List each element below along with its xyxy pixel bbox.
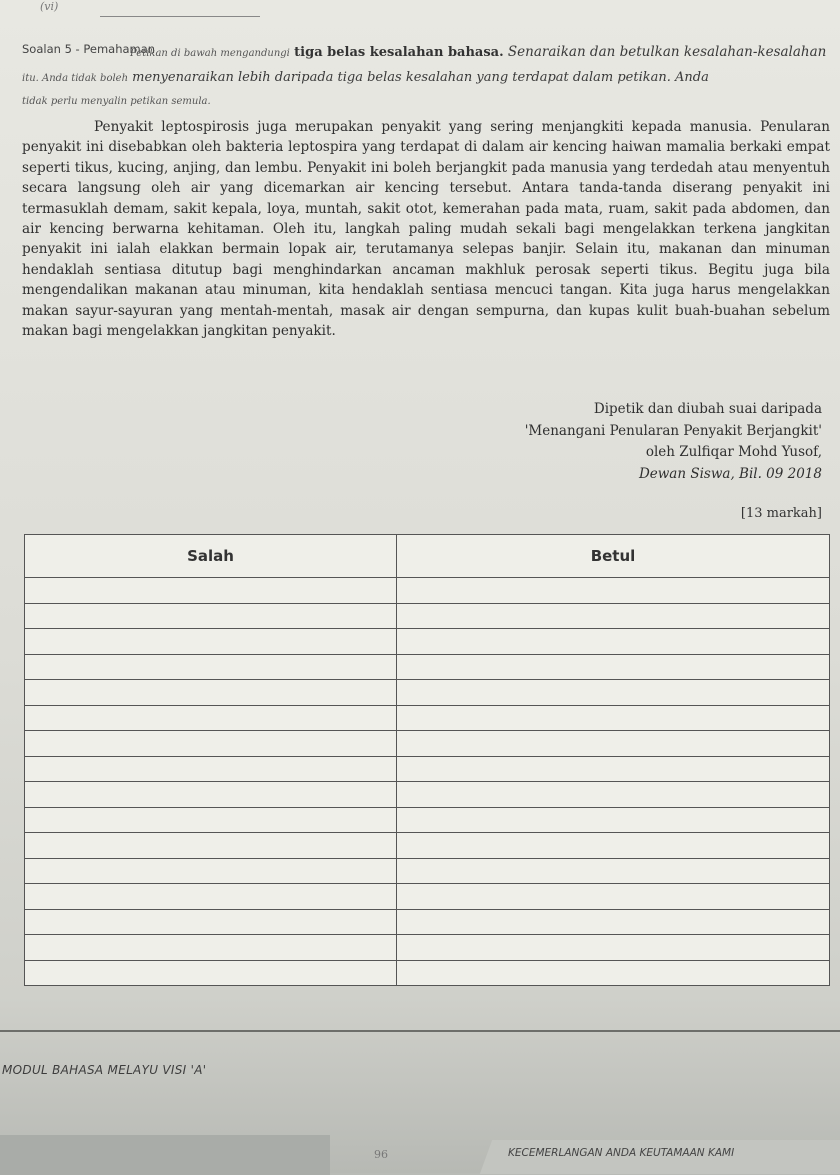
instruction-line-2 — [22, 70, 834, 85]
table-row — [25, 909, 830, 935]
salah-cell[interactable] — [25, 603, 397, 629]
passage-text: Penyakit leptospirosis juga merupakan penyakit yang sering menjangkiti kepada manusia. Penularan penyakit ini disebabkan oleh bakteria leptospira yang terdapat di dalam air kencing haiwan mamalia berkaki empat seperti tikus, kucing, anjing, dan lembu. Penyakit ini boleh berjangkit pada manusia yang terdedah atau menyentuh secara langsung oleh air yang dicemarkan air kencing tersebut. Antara tanda-tanda diserang penyakit ini termasuklah demam, sakit kepala, loya, muntah, sakit otot, kemerahan pada mata, ruam, sakit pada abdomen, dan air kencing berwarna kehitaman. Oleh itu, langkah paling mudah sekali bagi mengelakkan terkena jangkitan penyakit ini ialah elakkan bermain lopak air, terutamanya selepas banjir. Selain itu, makanan dan minuman hendaklah sentiasa ditutup bagi menghindarkan ancaman makhluk perosak seperti tikus. Begitu juga bila mengendalikan makanan atau minuman, kita hendaklah sentiasa mencuci tangan. Kita juga harus mengelakkan makan sayur-sayuran yang mentah-mentah, masak air dengan sempurna, dan kupas kulit buah-buahan sebelum makan bagi mengelakkan jangkitan penyakit. — [22, 119, 830, 340]
answer-table — [24, 534, 830, 986]
page-number: 96 — [374, 1148, 388, 1161]
section-label: Soalan 5 - Pemahaman — [22, 42, 156, 56]
table-row — [25, 603, 830, 629]
marks-label: [13 markah] — [740, 506, 822, 521]
top-rule — [100, 16, 260, 17]
betul-cell[interactable] — [397, 756, 830, 782]
instruction-line2-rest: menyenaraikan lebih daripada tiga belas kesalahan yang terdapat dalam petikan. Anda — [132, 70, 709, 85]
instruction-line2-lead: itu. Anda tidak boleh — [22, 73, 129, 84]
answer-table-header-row — [25, 535, 830, 578]
betul-cell[interactable] — [397, 654, 830, 680]
betul-cell[interactable] — [397, 680, 830, 706]
betul-cell[interactable] — [397, 782, 830, 808]
salah-cell[interactable] — [25, 782, 397, 808]
salah-cell[interactable] — [25, 833, 397, 859]
betul-cell[interactable] — [397, 884, 830, 910]
betul-cell[interactable] — [397, 909, 830, 935]
salah-cell[interactable] — [25, 935, 397, 961]
instruction-line-1 — [22, 44, 834, 60]
salah-cell[interactable] — [25, 756, 397, 782]
salah-cell[interactable] — [25, 884, 397, 910]
header-salah: Salah — [25, 535, 397, 578]
salah-cell[interactable] — [25, 807, 397, 833]
salah-cell[interactable] — [25, 629, 397, 655]
betul-cell[interactable] — [397, 578, 830, 604]
instruction-bold: tiga belas kesalahan bahasa. — [294, 45, 504, 60]
source-citation — [422, 399, 822, 485]
footer-tag-text: KECEMERLANGAN ANDA KEUTAMAAN KAMI — [508, 1147, 735, 1159]
salah-cell[interactable] — [25, 654, 397, 680]
source-line-3: oleh Zulfiqar Mohd Yusof, — [645, 444, 822, 460]
table-row — [25, 629, 830, 655]
instruction-line-3: tidak perlu menyalin petikan semula. — [22, 96, 211, 107]
table-row — [25, 578, 830, 604]
instruction-rest: Senaraikan dan betulkan kesalahan-kesalahan — [507, 44, 827, 60]
footer-band — [0, 1135, 330, 1175]
betul-cell[interactable] — [397, 960, 830, 986]
salah-cell[interactable] — [25, 909, 397, 935]
table-row — [25, 858, 830, 884]
table-row — [25, 884, 830, 910]
header-betul: Betul — [397, 535, 830, 578]
betul-cell[interactable] — [397, 858, 830, 884]
table-row — [25, 833, 830, 859]
answer-table-body — [25, 578, 830, 986]
source-line-2: 'Menangani Penularan Penyakit Berjangkit' — [524, 422, 822, 439]
salah-cell[interactable] — [25, 705, 397, 731]
betul-cell[interactable] — [397, 705, 830, 731]
footer-module-title: MODUL BAHASA MELAYU VISI 'A' — [2, 1063, 207, 1077]
betul-cell[interactable] — [397, 833, 830, 859]
table-row — [25, 756, 830, 782]
salah-cell[interactable] — [25, 680, 397, 706]
salah-cell[interactable] — [25, 578, 397, 604]
salah-cell[interactable] — [25, 960, 397, 986]
table-row — [25, 960, 830, 986]
footer-rule — [0, 1030, 840, 1032]
table-row — [25, 807, 830, 833]
source-line-4: Dewan Siswa, Bil. 09 2018 — [638, 465, 822, 482]
table-row — [25, 782, 830, 808]
betul-cell[interactable] — [397, 935, 830, 961]
corner-mark: (vi) — [40, 0, 59, 13]
source-line-1: Dipetik dan diubah suai daripada — [593, 401, 822, 417]
betul-cell[interactable] — [397, 603, 830, 629]
betul-cell[interactable] — [397, 629, 830, 655]
salah-cell[interactable] — [25, 858, 397, 884]
instruction-lead: Petikan di bawah mengandungi — [130, 48, 290, 59]
betul-cell[interactable] — [397, 731, 830, 757]
table-row — [25, 680, 830, 706]
table-row — [25, 731, 830, 757]
table-row — [25, 705, 830, 731]
betul-cell[interactable] — [397, 807, 830, 833]
salah-cell[interactable] — [25, 731, 397, 757]
table-row — [25, 654, 830, 680]
table-row — [25, 935, 830, 961]
